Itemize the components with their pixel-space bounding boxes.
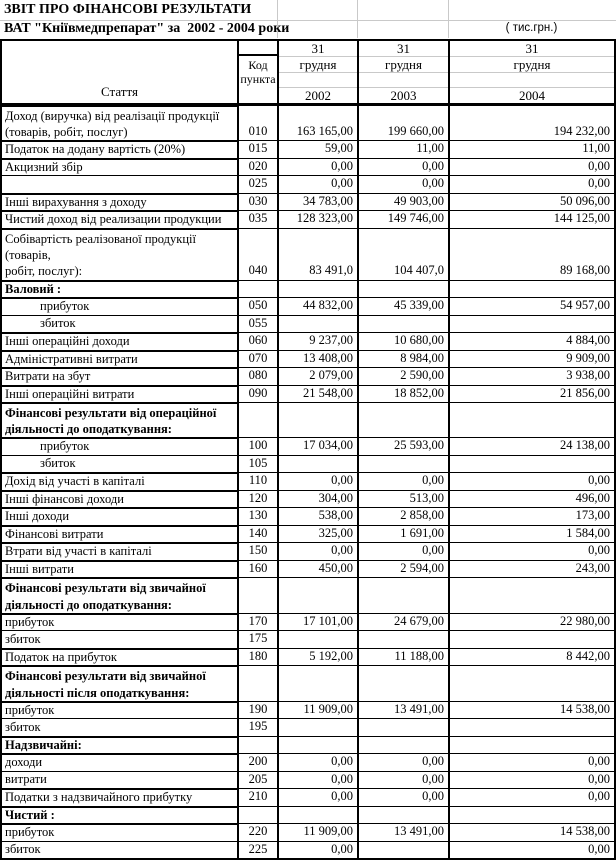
code-cell: 015 <box>237 140 277 158</box>
article-cell: Фінансові результати від звичайної діяльності до оподаткування: <box>2 577 237 612</box>
title-block <box>0 0 616 39</box>
table-row <box>2 841 614 859</box>
article-cell: Фінансові результати від операційної діяльності до оподаткування: <box>2 402 237 437</box>
value-cell-2002 <box>277 315 357 333</box>
article-cell: Витрати на збут <box>2 367 237 385</box>
article-cell: Надзвичайні: <box>2 736 237 754</box>
code-cell: 140 <box>237 525 277 543</box>
year-column-header-2004: 31 грудня 2004 <box>448 41 614 105</box>
value-cell-2003: 13 491,00 <box>357 701 448 719</box>
article-cell: Втрати від участі в капіталі <box>2 542 237 560</box>
code-cell: 170 <box>237 613 277 631</box>
article-cell: Інші витрати <box>2 560 237 578</box>
table-row <box>2 630 614 648</box>
code-cell <box>237 402 277 437</box>
value-cell-2004: 24 138,00 <box>448 437 614 455</box>
value-cell-2004: 0,00 <box>448 175 614 193</box>
table-row <box>2 385 614 403</box>
code-cell: 190 <box>237 701 277 719</box>
table-row <box>2 175 614 193</box>
value-cell-2004: 0,00 <box>448 542 614 560</box>
article-header-label: Стаття <box>101 84 138 99</box>
value-cell-2002: 0,00 <box>277 472 357 490</box>
article-cell: Податок на прибуток <box>2 648 237 666</box>
code-cell: 200 <box>237 753 277 771</box>
value-cell-2003: 13 491,00 <box>357 823 448 841</box>
table-row <box>2 490 614 508</box>
table-row <box>2 613 614 631</box>
value-cell-2003: 8 984,00 <box>357 350 448 368</box>
value-cell-2002: 59,00 <box>277 140 357 158</box>
value-cell-2003: 11 188,00 <box>357 648 448 666</box>
code-cell: 010 <box>237 105 277 140</box>
article-cell: Інші фінансові доходи <box>2 490 237 508</box>
code-cell: 020 <box>237 158 277 176</box>
table-row <box>2 315 614 333</box>
article-cell: Собівартість реалізованої продукції (товарів, робіт, послуг): <box>2 228 237 280</box>
table-row <box>2 560 614 578</box>
value-cell-2003 <box>357 315 448 333</box>
grid-line <box>357 0 358 38</box>
value-cell-2002: 0,00 <box>277 771 357 789</box>
value-cell-2003: 0,00 <box>357 771 448 789</box>
code-cell: 205 <box>237 771 277 789</box>
article-cell: прибуток <box>2 437 237 455</box>
value-cell-2003 <box>357 665 448 700</box>
value-cell-2004: 14 538,00 <box>448 823 614 841</box>
value-cell-2002 <box>277 455 357 473</box>
code-cell: 105 <box>237 455 277 473</box>
year-column-header-2002: 31 грудня 2002 <box>277 41 357 105</box>
value-cell-2004: 22 980,00 <box>448 613 614 631</box>
article-cell: прибуток <box>2 613 237 631</box>
value-cell-2003 <box>357 841 448 859</box>
value-cell-2002: 325,00 <box>277 525 357 543</box>
table-row <box>2 648 614 666</box>
value-cell-2004: 9 909,00 <box>448 350 614 368</box>
value-cell-2003: 0,00 <box>357 472 448 490</box>
code-cell: 030 <box>237 193 277 211</box>
code-cell: 130 <box>237 507 277 525</box>
code-cell: 035 <box>237 210 277 228</box>
value-cell-2003 <box>357 577 448 612</box>
value-cell-2002 <box>277 806 357 824</box>
article-cell: збиток <box>2 630 237 648</box>
value-cell-2004 <box>448 806 614 824</box>
value-cell-2004: 0,00 <box>448 841 614 859</box>
code-cell: 055 <box>237 315 277 333</box>
table-row <box>2 193 614 211</box>
value-cell-2004 <box>448 455 614 473</box>
table-row <box>2 158 614 176</box>
table-row <box>2 140 614 158</box>
table-row <box>2 280 614 298</box>
article-cell: Фінансові витрати <box>2 525 237 543</box>
value-cell-2004: 496,00 <box>448 490 614 508</box>
value-cell-2003: 104 407,0 <box>357 228 448 280</box>
article-cell: Чистий : <box>2 806 237 824</box>
value-cell-2002: 0,00 <box>277 788 357 806</box>
value-cell-2003: 513,00 <box>357 490 448 508</box>
code-column-header <box>237 41 277 105</box>
code-cell: 225 <box>237 841 277 859</box>
table-row <box>2 665 614 700</box>
article-cell: Інші вирахування з доходу <box>2 193 237 211</box>
code-cell: 060 <box>237 332 277 350</box>
value-cell-2002 <box>277 280 357 298</box>
table-row <box>2 788 614 806</box>
value-cell-2003: 2 594,00 <box>357 560 448 578</box>
value-cell-2003: 199 660,00 <box>357 105 448 140</box>
value-cell-2002 <box>277 665 357 700</box>
value-cell-2003 <box>357 736 448 754</box>
value-cell-2004: 243,00 <box>448 560 614 578</box>
value-cell-2002: 11 909,00 <box>277 823 357 841</box>
value-cell-2004: 144 125,00 <box>448 210 614 228</box>
article-cell: збиток <box>2 718 237 736</box>
article-cell: прибуток <box>2 701 237 719</box>
table-row <box>2 823 614 841</box>
table-row <box>2 402 614 437</box>
code-cell: 220 <box>237 823 277 841</box>
value-cell-2002: 163 165,00 <box>277 105 357 140</box>
year-column-header-2003: 31 грудня 2003 <box>357 41 448 105</box>
value-cell-2003 <box>357 718 448 736</box>
value-cell-2004: 0,00 <box>448 788 614 806</box>
value-cell-2003: 0,00 <box>357 175 448 193</box>
value-cell-2003: 0,00 <box>357 158 448 176</box>
value-cell-2003: 2 858,00 <box>357 507 448 525</box>
value-cell-2004: 1 584,00 <box>448 525 614 543</box>
value-cell-2004 <box>448 577 614 612</box>
code-cell: 110 <box>237 472 277 490</box>
article-cell: Чистий доход від реализации продукции <box>2 210 237 228</box>
value-cell-2003: 25 593,00 <box>357 437 448 455</box>
article-cell: Інші операційні витрати <box>2 385 237 403</box>
code-cell <box>237 577 277 612</box>
code-cell: 120 <box>237 490 277 508</box>
value-cell-2003 <box>357 630 448 648</box>
value-cell-2002: 5 192,00 <box>277 648 357 666</box>
value-cell-2004 <box>448 402 614 437</box>
value-cell-2003: 149 746,00 <box>357 210 448 228</box>
article-cell: витрати <box>2 771 237 789</box>
value-cell-2004: 11,00 <box>448 140 614 158</box>
table-row <box>2 806 614 824</box>
article-cell: Доход (виручка) від реалізації продукції (товарів, робіт, послуг) <box>2 105 237 140</box>
table-row <box>2 507 614 525</box>
value-cell-2003: 1 691,00 <box>357 525 448 543</box>
code-cell: 160 <box>237 560 277 578</box>
value-cell-2003: 24 679,00 <box>357 613 448 631</box>
article-cell: доходи <box>2 753 237 771</box>
value-cell-2004: 21 856,00 <box>448 385 614 403</box>
table-row <box>2 350 614 368</box>
value-cell-2004: 89 168,00 <box>448 228 614 280</box>
article-cell: Дохід від участі в капіталі <box>2 472 237 490</box>
table-row <box>2 437 614 455</box>
table-row <box>2 753 614 771</box>
article-cell: Податок на додану вартість (20%) <box>2 140 237 158</box>
table-row <box>2 771 614 789</box>
table-row <box>2 542 614 560</box>
value-cell-2002: 2 079,00 <box>277 367 357 385</box>
value-cell-2002 <box>277 630 357 648</box>
code-cell: 050 <box>237 297 277 315</box>
code-cell: 195 <box>237 718 277 736</box>
value-cell-2004: 0,00 <box>448 771 614 789</box>
table-row <box>2 210 614 228</box>
article-cell: Валовий : <box>2 280 237 298</box>
article-cell: збиток <box>2 455 237 473</box>
value-cell-2002: 538,00 <box>277 507 357 525</box>
value-cell-2002: 13 408,00 <box>277 350 357 368</box>
code-cell: 100 <box>237 437 277 455</box>
value-cell-2002: 83 491,0 <box>277 228 357 280</box>
financial-results-table <box>0 39 616 860</box>
code-cell <box>237 806 277 824</box>
code-cell: 180 <box>237 648 277 666</box>
value-cell-2004: 54 957,00 <box>448 297 614 315</box>
value-cell-2002: 34 783,00 <box>277 193 357 211</box>
article-cell: Фінансові результати від звичайної діяльності після оподаткування: <box>2 665 237 700</box>
value-cell-2004: 0,00 <box>448 753 614 771</box>
company-period-subtitle: ВАТ "Кніївмедпрепарат" за 2002 - 2004 роки <box>4 21 290 36</box>
value-cell-2002: 11 909,00 <box>277 701 357 719</box>
article-cell: Інші доходи <box>2 507 237 525</box>
value-cell-2002: 0,00 <box>277 175 357 193</box>
table-row <box>2 455 614 473</box>
table-row <box>2 105 614 140</box>
code-cell: 080 <box>237 367 277 385</box>
article-cell: прибуток <box>2 297 237 315</box>
value-cell-2002 <box>277 736 357 754</box>
value-cell-2004: 0,00 <box>448 472 614 490</box>
value-cell-2004 <box>448 280 614 298</box>
article-column-header <box>2 41 237 105</box>
value-cell-2004: 173,00 <box>448 507 614 525</box>
value-cell-2004: 50 096,00 <box>448 193 614 211</box>
table-row <box>2 332 614 350</box>
value-cell-2003 <box>357 280 448 298</box>
table-row <box>2 228 614 280</box>
value-cell-2003: 2 590,00 <box>357 367 448 385</box>
code-cell: 025 <box>237 175 277 193</box>
value-cell-2002 <box>277 402 357 437</box>
article-cell: Податки з надзвичайного прибутку <box>2 788 237 806</box>
value-cell-2002: 128 323,00 <box>277 210 357 228</box>
value-cell-2004: 14 538,00 <box>448 701 614 719</box>
article-cell: Інші операційні доходи <box>2 332 237 350</box>
value-cell-2004: 4 884,00 <box>448 332 614 350</box>
table-row <box>2 297 614 315</box>
value-cell-2002: 17 101,00 <box>277 613 357 631</box>
value-cell-2004 <box>448 718 614 736</box>
value-cell-2002: 21 548,00 <box>277 385 357 403</box>
code-cell <box>237 280 277 298</box>
value-cell-2002: 17 034,00 <box>277 437 357 455</box>
units-note: ( тис.грн.) <box>505 22 558 34</box>
value-cell-2002 <box>277 718 357 736</box>
value-cell-2004: 3 938,00 <box>448 367 614 385</box>
value-cell-2004 <box>448 665 614 700</box>
report-title: ЗВІТ ПРО ФІНАНСОВІ РЕЗУЛЬТАТИ <box>4 2 252 17</box>
value-cell-2002: 0,00 <box>277 158 357 176</box>
table-row <box>2 472 614 490</box>
code-cell <box>237 665 277 700</box>
value-cell-2004 <box>448 736 614 754</box>
code-cell: 070 <box>237 350 277 368</box>
value-cell-2002: 0,00 <box>277 753 357 771</box>
value-cell-2003: 0,00 <box>357 542 448 560</box>
code-cell: 175 <box>237 630 277 648</box>
value-cell-2002: 304,00 <box>277 490 357 508</box>
article-cell: збиток <box>2 841 237 859</box>
value-cell-2003: 18 852,00 <box>357 385 448 403</box>
table-row <box>2 736 614 754</box>
value-cell-2004 <box>448 315 614 333</box>
value-cell-2004: 194 232,00 <box>448 105 614 140</box>
value-cell-2002: 44 832,00 <box>277 297 357 315</box>
code-cell: 150 <box>237 542 277 560</box>
article-cell <box>2 175 237 193</box>
value-cell-2003: 11,00 <box>357 140 448 158</box>
value-cell-2002: 0,00 <box>277 542 357 560</box>
value-cell-2002: 9 237,00 <box>277 332 357 350</box>
table-row <box>2 525 614 543</box>
value-cell-2003: 10 680,00 <box>357 332 448 350</box>
table-row <box>2 718 614 736</box>
value-cell-2003: 45 339,00 <box>357 297 448 315</box>
article-cell: збиток <box>2 315 237 333</box>
value-cell-2002 <box>277 577 357 612</box>
article-cell: Акцизний збір <box>2 158 237 176</box>
value-cell-2003 <box>357 455 448 473</box>
code-cell: 090 <box>237 385 277 403</box>
code-header-label: Код пункта <box>239 54 277 103</box>
value-cell-2003: 0,00 <box>357 788 448 806</box>
value-cell-2003 <box>357 806 448 824</box>
value-cell-2003: 0,00 <box>357 753 448 771</box>
table-row <box>2 367 614 385</box>
value-cell-2002: 450,00 <box>277 560 357 578</box>
header-row <box>2 41 614 105</box>
value-cell-2002: 0,00 <box>277 841 357 859</box>
table-row <box>2 577 614 612</box>
value-cell-2004 <box>448 630 614 648</box>
value-cell-2004: 8 442,00 <box>448 648 614 666</box>
value-cell-2004: 0,00 <box>448 158 614 176</box>
code-cell: 210 <box>237 788 277 806</box>
value-cell-2003 <box>357 402 448 437</box>
article-cell: Адміністративні витрати <box>2 350 237 368</box>
article-cell: прибуток <box>2 823 237 841</box>
code-cell: 040 <box>237 228 277 280</box>
value-cell-2003: 49 903,00 <box>357 193 448 211</box>
code-cell <box>237 736 277 754</box>
table-row <box>2 701 614 719</box>
